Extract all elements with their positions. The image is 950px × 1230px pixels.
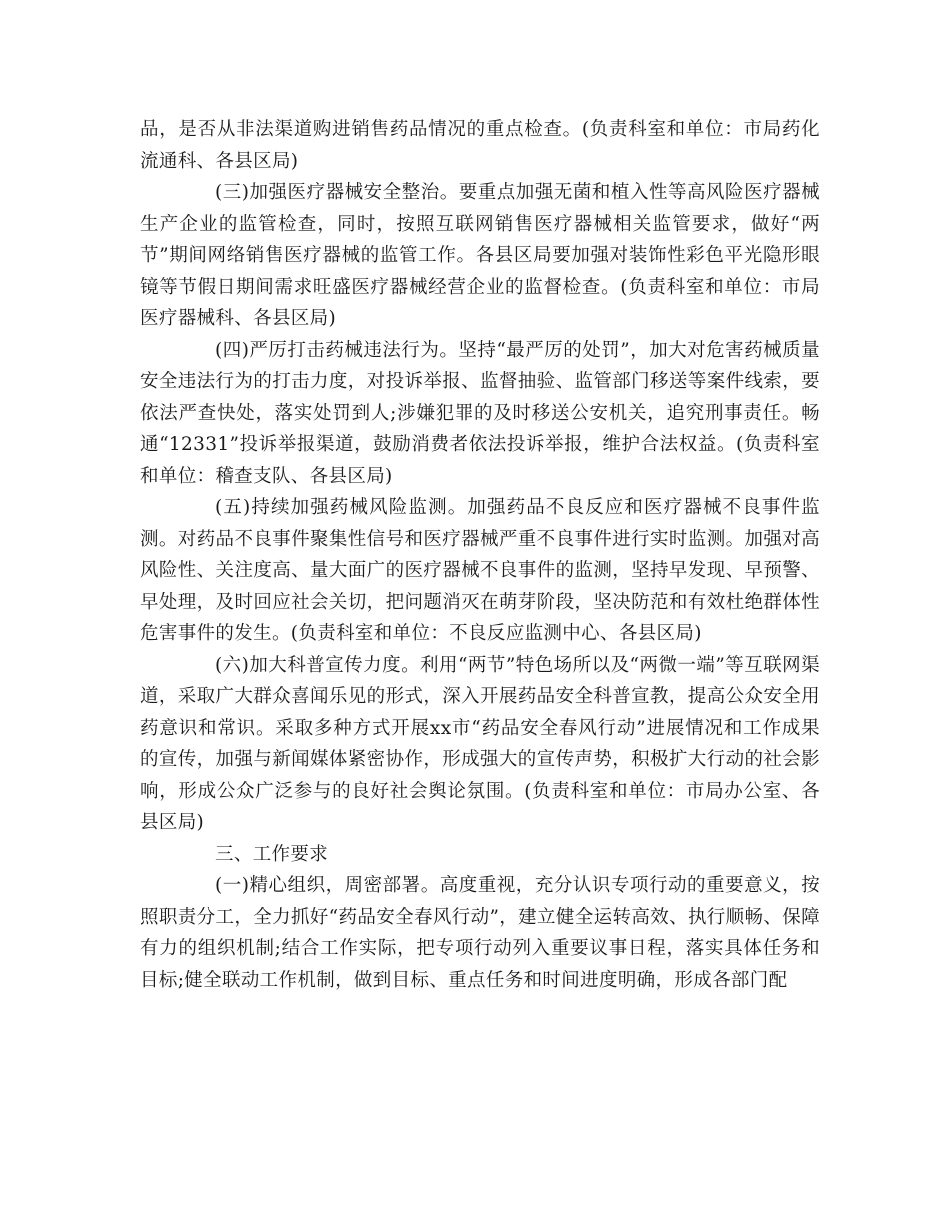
paragraph-6: (一)精心组织，周密部署。高度重视，充分认识专项行动的重要意义，按照职责分工，全力抓好“药品安全春风行动”，建立健全运转高效、执行顺畅、保障有力的组织机制;结合工作实际，把专项行动列入重要议事日程，落实具体任务和目标;健全联动工作机制，做到目标、重点任务和时间进度明确，形成各部门配 [140, 875, 820, 991]
paragraph-3: (四)严厉打击药械违法行为。坚持“最严厉的处罚”，加大对危害药械质量安全违法行为的打击力度，对投诉举报、监督抽验、监管部门移送等案件线索，要依法严查快处，落实处罚到人;涉嫌犯罪的及时移送公安机关，追究刑事责任。畅通“12331”投诉举报渠道，鼓励消费者依法投诉举报，维护合法权益。(负责科室和单位：稽查支队、各县区局) [140, 339, 820, 487]
section-heading: 三、工作要求 [215, 843, 329, 865]
document-body [140, 114, 820, 996]
paragraph-4: (五)持续加强药械风险监测。加强药品不良反应和医疗器械不良事件监测。对药品不良事件聚集性信号和医疗器械严重不良事件进行实时监测。加强对高风险性、关注度高、量大面广的医疗器械不良事件的监测，坚持早发现、早预警、早处理，及时回应社会关切，把问题消灭在萌芽阶段，坚决防范和有效杜绝群体性危害事件的发生。(负责科室和单位：不良反应监测中心、各县区局) [140, 497, 820, 644]
paragraph-2: (三)加强医疗器械安全整治。要重点加强无菌和植入性等高风险医疗器械生产企业的监管检查，同时，按照互联网销售医疗器械相关监管要求，做好“两节”期间网络销售医疗器械的监管工作。各县区局要加强对装饰性彩色平光隐形眼镜等节假日期间需求旺盛医疗器械经营企业的监督检查。(负责科室和单位：市局医疗器械科、各县区局) [140, 182, 820, 329]
paragraph-5: (六)加大科普宣传力度。利用“两节”特色场所以及“两微一端”等互联网渠道，采取广大群众喜闻乐见的形式，深入开展药品安全科普宣教，提高公众安全用药意识和常识。采取多种方式开展xx市“药品安全春风行动”进展情况和工作成果的宣传，加强与新闻媒体紧密协作，形成强大的宣传声势，积极扩大行动的社会影响，形成公众广泛参与的良好社会舆论氛围。(负责科室和单位：市局办公室、各县区局) [140, 654, 820, 833]
paragraph-1: 品，是否从非法渠道购进销售药品情况的重点检查。(负责科室和单位：市局药化流通科、各县区局) [140, 119, 820, 172]
